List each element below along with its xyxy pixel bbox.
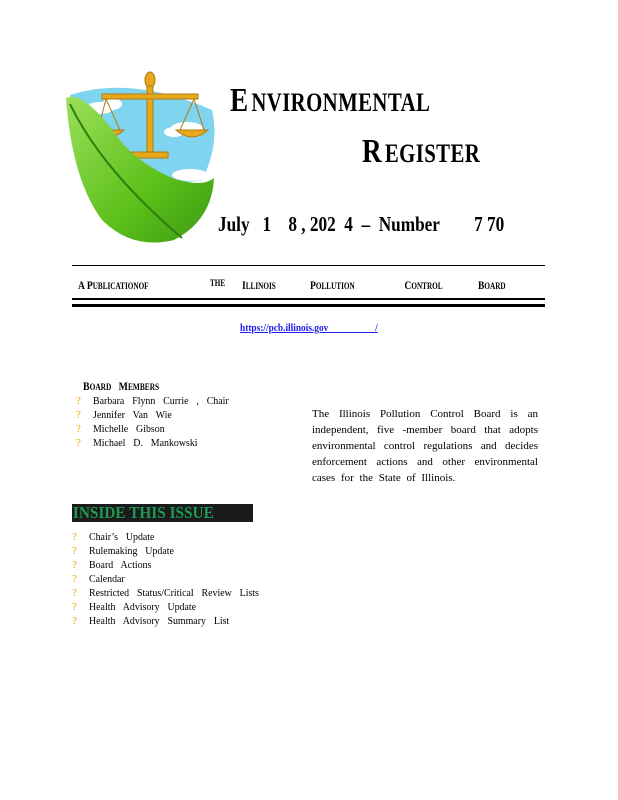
title-word-register: EGISTER: [384, 139, 481, 168]
bullet-icon: ?: [72, 573, 77, 585]
publisher-word-board: BOARD: [478, 278, 506, 292]
bullet-icon: ?: [76, 409, 81, 421]
bottom-divider-thin: [72, 298, 545, 300]
bullet-icon: ?: [72, 559, 77, 571]
title-word-environmental: NVIRONMENTAL: [251, 88, 431, 117]
bullet-icon: ?: [72, 545, 77, 557]
list-item: ? Health Advisory Summary List: [72, 615, 230, 627]
bullet-icon: ?: [76, 437, 81, 449]
about-paragraph: The Illinois Pollution Control Board is an independent, five -member board that adopts environmental control regulations and decides enforcement actions and other environmental cases for the State of Illinois.: [312, 408, 538, 484]
inside-issue-list: [72, 530, 372, 628]
list-item: ? Chair’s Update: [72, 531, 155, 543]
publisher-line: [78, 278, 506, 294]
bullet-icon: ?: [72, 601, 77, 613]
publisher-word-1: A PUBLICATIONOF: [78, 278, 149, 292]
issue-date-number: July 1 8 , 202 4 – Number 7 70: [218, 212, 505, 236]
board-members-list: [76, 394, 306, 450]
board-members-heading: BOARD MEMBERS: [83, 379, 160, 393]
list-item: ? Michelle Gibson: [76, 423, 165, 435]
website-link[interactable]: https://pcb.illinois.gov /: [240, 322, 378, 334]
list-item: ? Rulemaking Update: [72, 545, 174, 557]
list-item: ? Michael D. Mankowski: [76, 437, 198, 449]
publisher-word-pollution: POLLUTION: [310, 278, 355, 292]
publisher-word-illinois: ILLINOIS: [242, 278, 276, 292]
bullet-icon: ?: [72, 615, 77, 627]
list-item: ? Barbara Flynn Currie , Chair: [76, 395, 229, 407]
bullet-icon: ?: [76, 423, 81, 435]
inside-issue-heading: INSIDE THIS ISSUE: [72, 504, 253, 522]
list-item: ? Calendar: [72, 573, 125, 585]
publisher-word-control: CONTROL: [404, 278, 443, 292]
bullet-icon: ?: [76, 395, 81, 407]
bullet-icon: ?: [72, 587, 77, 599]
masthead-title-line2: [362, 133, 480, 171]
publisher-word-the: THE: [210, 278, 226, 288]
list-item: ? Restricted Status/Critical Review Lists: [72, 587, 259, 599]
list-item: ? Jennifer Van Wie: [76, 409, 172, 421]
leaf-scales-logo-icon: [62, 70, 222, 250]
bottom-divider-thick: [72, 304, 545, 307]
masthead-title-line1: [230, 82, 430, 120]
list-item: ? Health Advisory Update: [72, 601, 197, 613]
list-item: ? Board Actions: [72, 559, 152, 571]
bullet-icon: ?: [72, 531, 77, 543]
top-divider: [72, 265, 545, 266]
title-initial-r: R: [362, 133, 382, 170]
title-initial-e: E: [230, 82, 249, 119]
